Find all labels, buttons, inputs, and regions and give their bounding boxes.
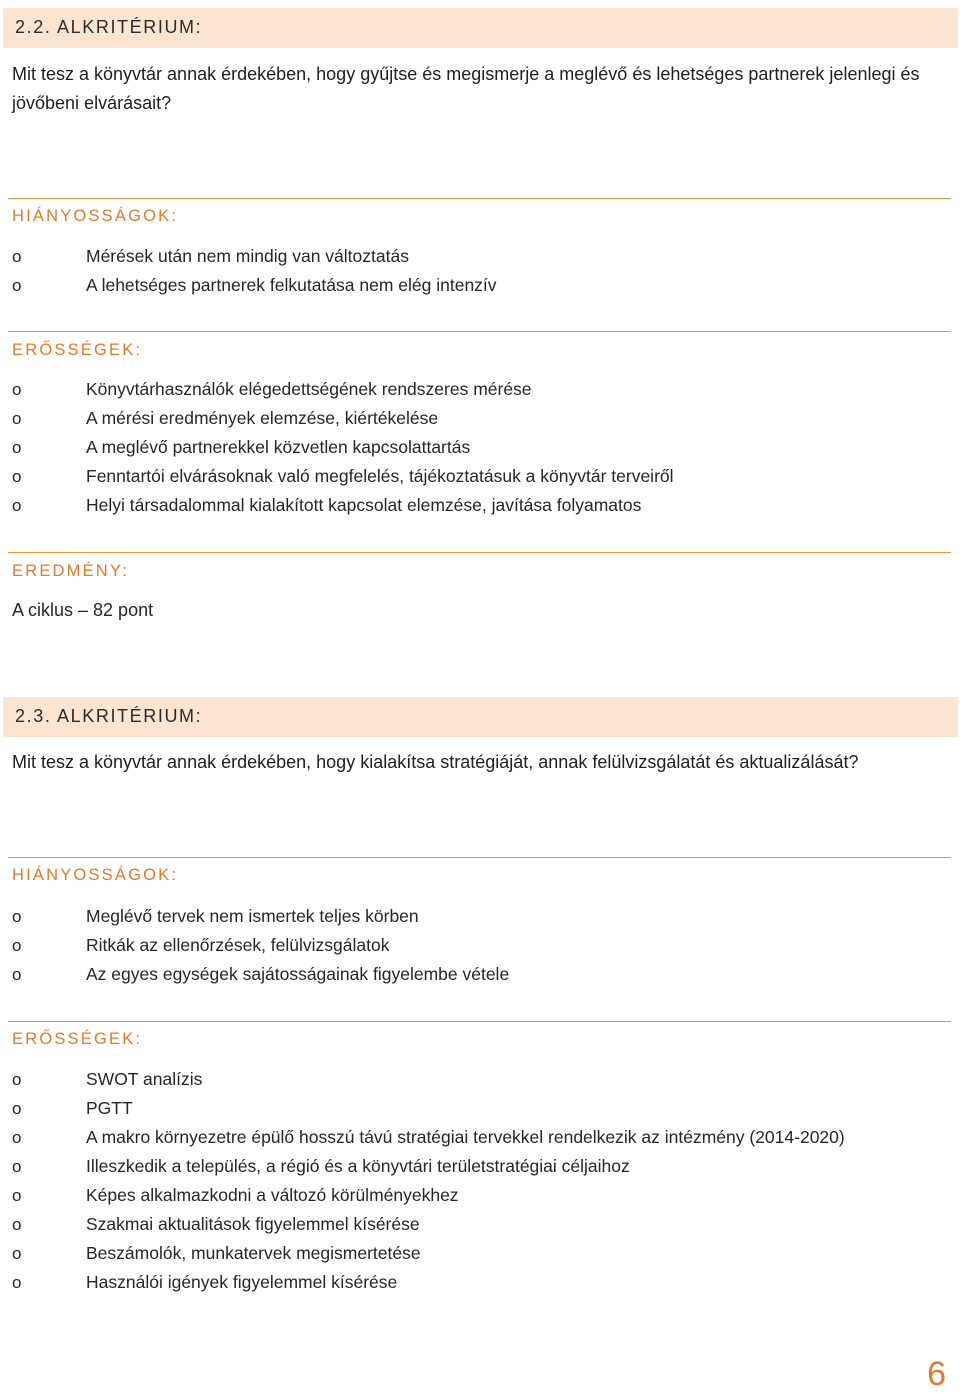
weaknesses-heading: HIÁNYOSSÁGOK:: [12, 207, 179, 225]
section-question: Mit tesz a könyvtár annak érdekében, hogy kialakítsa stratégiáját, annak felülvizsgálatát és aktualizálását?: [12, 752, 859, 772]
bullet-icon: o: [12, 965, 22, 984]
strengths-heading: ERŐSSÉGEK:: [12, 341, 143, 359]
divider: [8, 552, 951, 553]
divider: [8, 331, 951, 332]
bullet-icon: o: [12, 276, 22, 295]
bullet-icon: o: [12, 467, 22, 486]
section-header-title: 2.3. ALKRITÉRIUM:: [15, 706, 203, 726]
bullet-icon: o: [12, 438, 22, 457]
result-text: A ciklus – 82 pont: [12, 600, 154, 620]
bullet-icon: o: [12, 936, 22, 955]
bullet-icon: o: [12, 1186, 22, 1205]
section-question: Mit tesz a könyvtár annak érdekében, hogy gyűjtse és megismerje a meglévő és lehetséges partnerek jelenlegi és jövőbeni elvárásait?: [12, 64, 920, 113]
bullet-icon: o: [12, 409, 22, 428]
bullet-icon: o: [12, 1128, 22, 1147]
bullet-icon: o: [12, 1215, 22, 1234]
bullet-icon: o: [12, 247, 22, 266]
result-heading: EREDMÉNY:: [12, 562, 129, 580]
bullet-icon: o: [12, 907, 22, 926]
bullet-icon: o: [12, 1273, 22, 1292]
bullet-icon: o: [12, 1244, 22, 1263]
divider: [8, 857, 951, 858]
bullet-icon: o: [12, 496, 22, 515]
section-header-bar: [3, 697, 958, 737]
bullet-icon: o: [12, 1070, 22, 1089]
section-header-bar: [3, 8, 958, 48]
page-number: 6: [927, 1355, 946, 1393]
bullet-icon: o: [12, 380, 22, 399]
bullet-icon: o: [12, 1099, 22, 1118]
weaknesses-heading: HIÁNYOSSÁGOK:: [12, 866, 179, 884]
section-header-title: 2.2. ALKRITÉRIUM:: [15, 17, 203, 37]
divider: [8, 1021, 951, 1022]
divider: [8, 198, 951, 199]
bullet-icon: o: [12, 1157, 22, 1176]
strengths-heading: ERŐSSÉGEK:: [12, 1030, 143, 1048]
